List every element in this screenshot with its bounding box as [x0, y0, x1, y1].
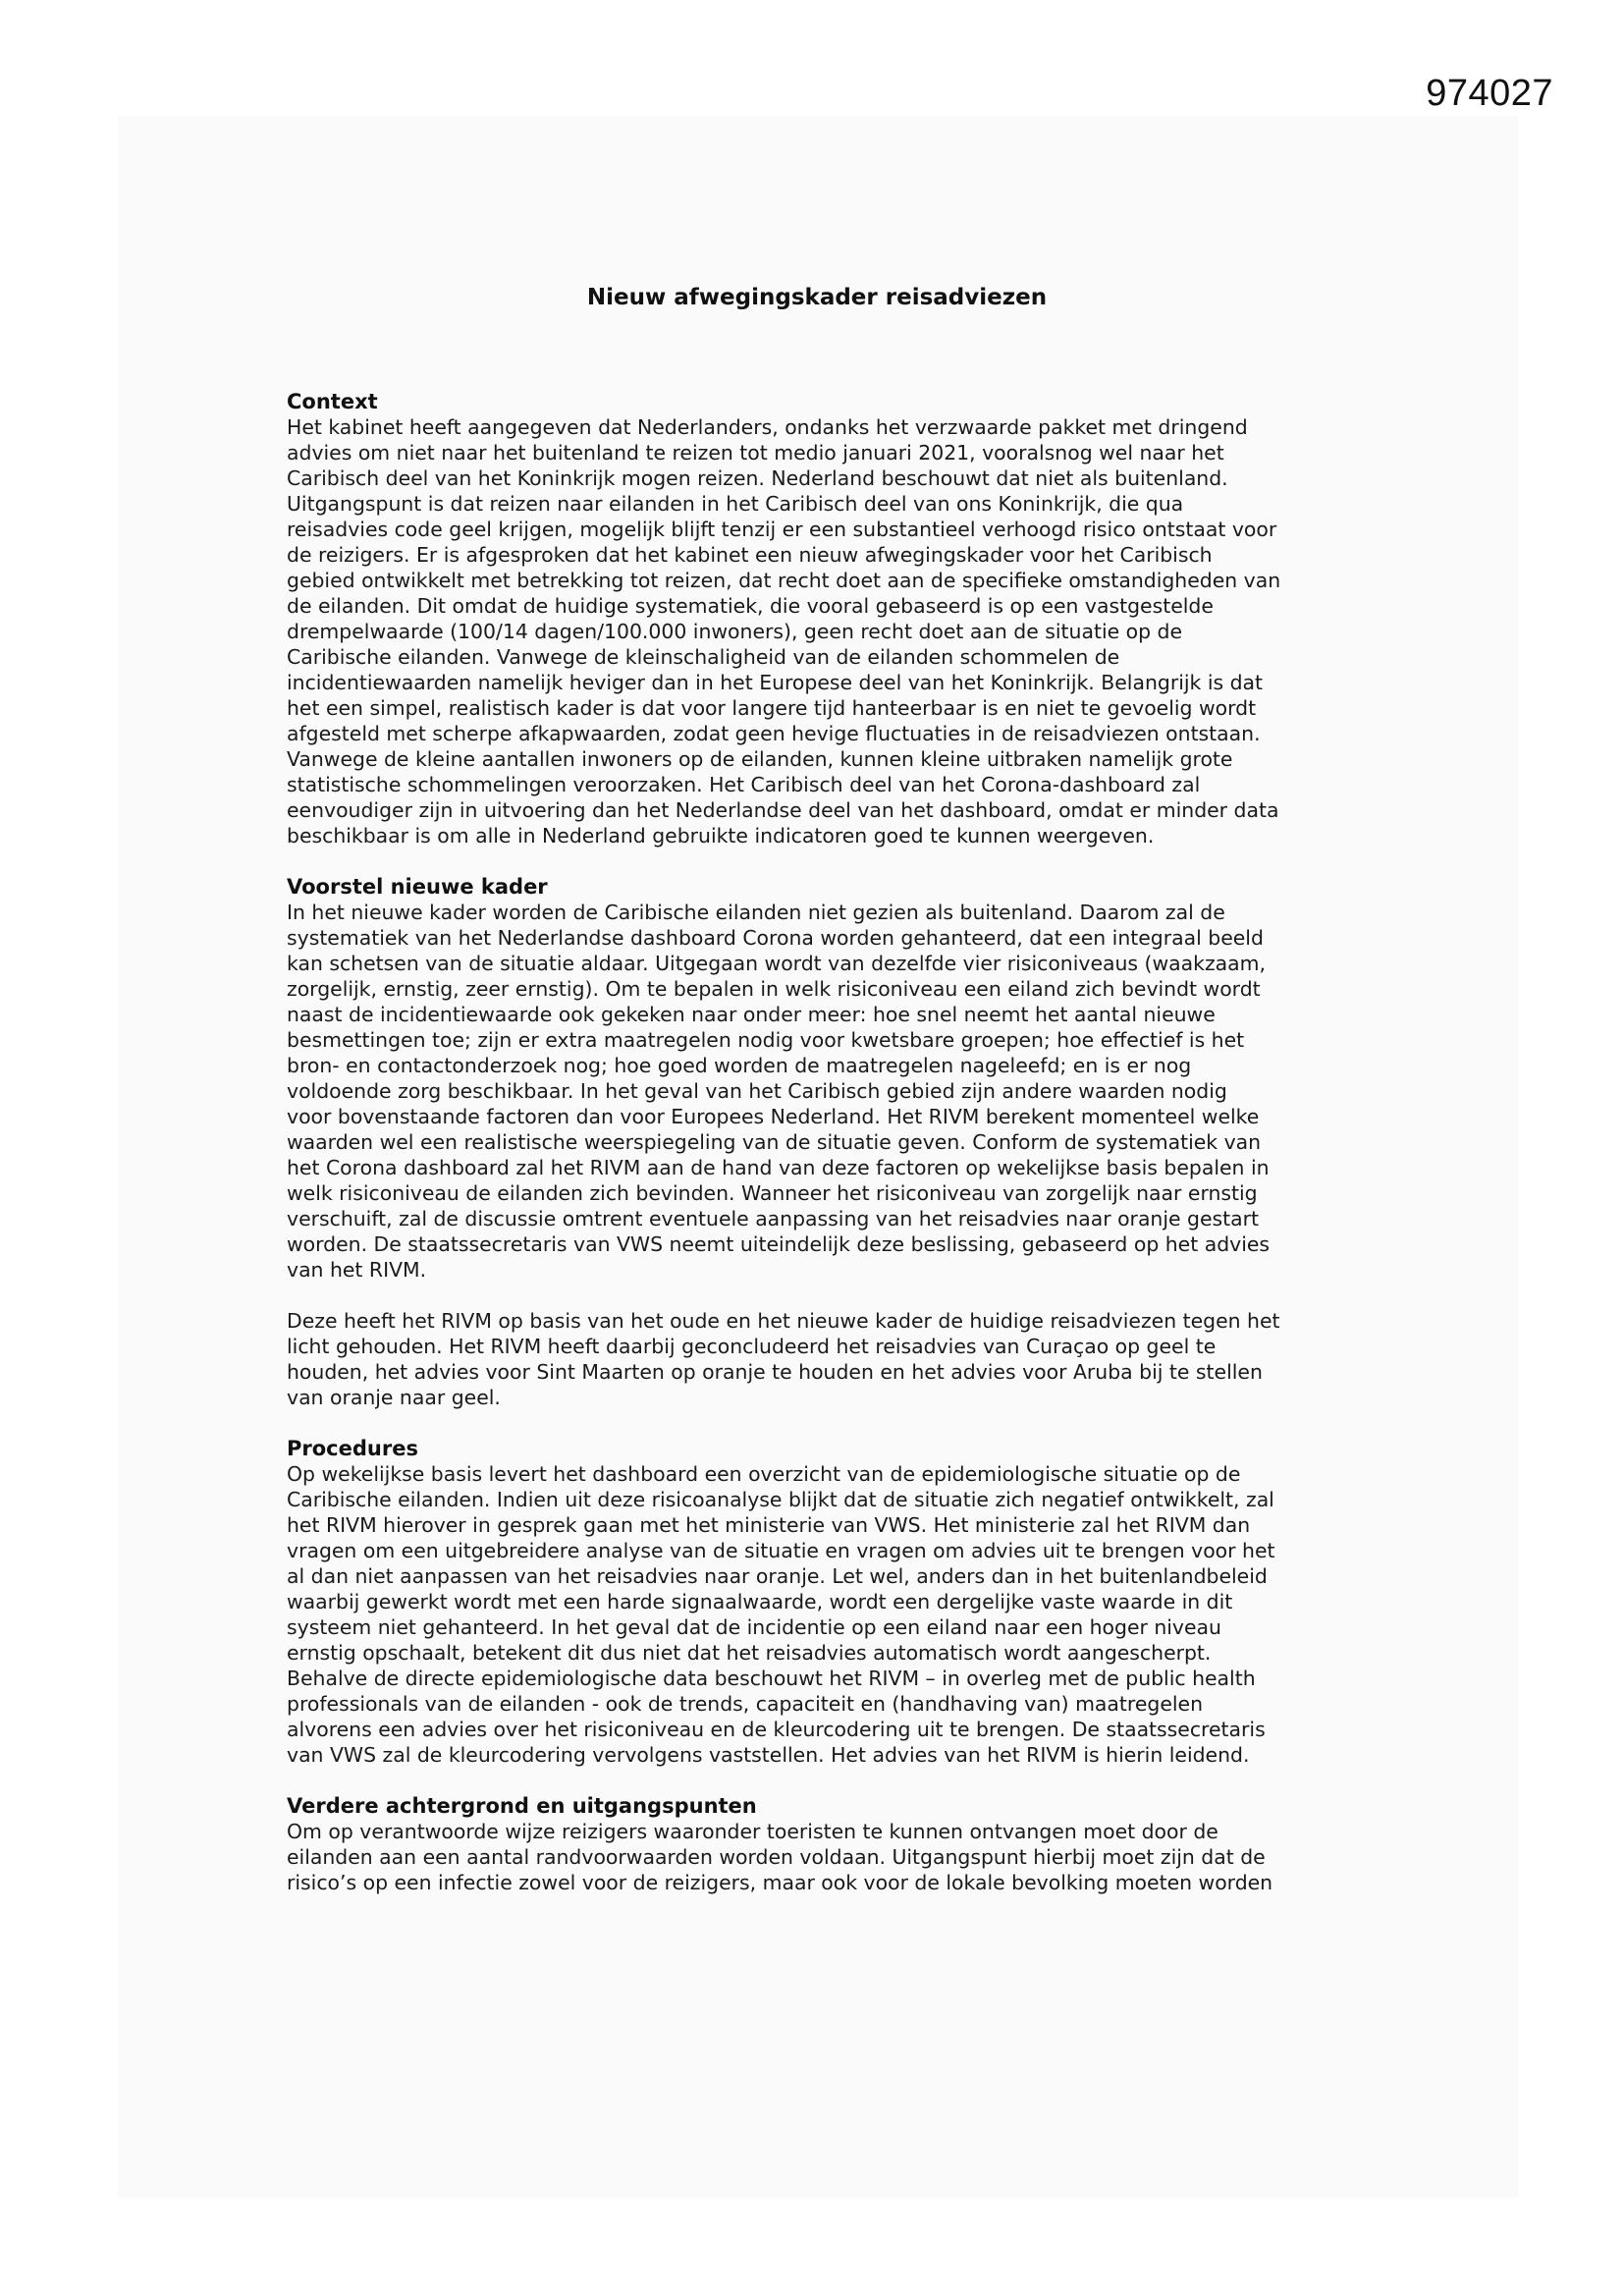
text-line: Vanwege de kleine aantallen inwoners op de eilanden, kunnen kleine uitbraken namelijk grote [287, 747, 1233, 771]
text-line: van het RIVM. [287, 1258, 427, 1282]
text-line: In het nieuwe kader worden de Caribische eilanden niet gezien als buitenland. Daarom zal de [287, 901, 1225, 924]
text-line: eenvoudiger zijn in uitvoering dan het Nederlandse deel van het dashboard, omdat er minder data [287, 798, 1279, 822]
section-heading: Procedures [287, 1437, 418, 1460]
section-context [287, 389, 1347, 848]
text-line: systematiek van het Nederlandse dashboard Corona worden gehanteerd, dat een integraal beeld [287, 926, 1264, 950]
section-heading: Verdere achtergrond en uitgangspunten [287, 1794, 757, 1818]
paragraph [287, 414, 1347, 848]
text-line: drempelwaarde (100/14 dagen/100.000 inwoners), geen recht doet aan de situatie op de [287, 620, 1183, 643]
text-line: Uitgangspunt is dat reizen naar eilanden in het Caribisch deel van ons Koninkrijk, die qua [287, 492, 1184, 516]
text-line: zorgelijk, ernstig, zeer ernstig). Om te bepalen in welk risiconiveau een eiland zich bevindt wordt [287, 977, 1261, 1001]
section-verdere-achtergrond-en-uitgangspunten [287, 1793, 1347, 1895]
text-line: Deze heeft het RIVM op basis van het oude en het nieuwe kader de huidige reisadviezen tegen het [287, 1309, 1280, 1333]
text-line: beschikbaar is om alle in Nederland gebruikte indicatoren goed te kunnen weergeven. [287, 824, 1155, 847]
text-line: de reizigers. Er is afgesproken dat het kabinet een nieuw afwegingskader voor het Caribisch [287, 543, 1213, 567]
text-line: advies om niet naar het buitenland te reizen tot medio januari 2021, vooralsnog wel naar het [287, 441, 1224, 465]
text-line: Caribisch deel van het Koninkrijk mogen reizen. Nederland beschouwt dat niet als buitenland. [287, 466, 1228, 490]
section-voorstel-nieuwe-kader [287, 874, 1347, 1410]
text-line: besmettingen toe; zijn er extra maatregelen nodig voor kwetsbare groepen; hoe effectief is het [287, 1028, 1245, 1052]
text-line: houden, het advies voor Sint Maarten op oranje te houden en het advies voor Aruba bij te stellen [287, 1360, 1263, 1384]
text-line: het Corona dashboard zal het RIVM aan de hand van deze factoren op wekelijkse basis bepalen in [287, 1156, 1270, 1179]
text-line: van oranje naar geel. [287, 1386, 501, 1409]
text-line: het RIVM hierover in gesprek gaan met het ministerie van VWS. Het ministerie zal het RIVM dan [287, 1513, 1251, 1537]
document-page [287, 285, 1347, 1921]
text-line: voldoende zorg beschikbaar. In het geval van het Caribisch gebied zijn andere waarden nodig [287, 1079, 1227, 1103]
section-heading: Voorstel nieuwe kader [287, 875, 548, 899]
text-line: professionals van de eilanden - ook de trends, capaciteit en (handhaving van) maatregelen [287, 1692, 1204, 1716]
text-line: risico’s op een infectie zowel voor de reizigers, maar ook voor de lokale bevolking moeten worden [287, 1871, 1273, 1894]
text-line: waarden wel een realistische weerspiegeling van de situatie geven. Conform de systematiek van [287, 1130, 1262, 1154]
text-line: gebied ontwikkelt met betrekking tot reizen, dat recht doet aan de specifieke omstandigheden van [287, 569, 1281, 592]
text-line: Behalve de directe epidemiologische data beschouwt het RIVM – in overleg met de public health [287, 1667, 1256, 1690]
paragraph [287, 1819, 1347, 1895]
text-line: vragen om een uitgebreidere analyse van de situatie en vragen om advies uit te brengen voor het [287, 1539, 1275, 1562]
text-line: eilanden aan een aantal randvoorwaarden worden voldaan. Uitgangspunt hierbij moet zijn dat de [287, 1845, 1266, 1869]
section-procedures [287, 1436, 1347, 1768]
paragraph [287, 900, 1347, 1283]
text-line: naast de incidentiewaarde ook gekeken naar onder meer: hoe snel neemt het aantal nieuwe [287, 1003, 1216, 1026]
paragraph [287, 1461, 1347, 1768]
text-line: voor bovenstaande factoren dan voor Europees Nederland. Het RIVM berekent momenteel welke [287, 1105, 1260, 1128]
paragraph [287, 1308, 1347, 1410]
text-line: ernstig opschaalt, betekent dit dus niet dat het reisadvies automatisch wordt aangescherpt. [287, 1641, 1212, 1665]
text-line: alvorens een advies over het risiconiveau en de kleurcodering uit te brengen. De staatssecretaris [287, 1718, 1266, 1741]
text-line: al dan niet aanpassen van het reisadvies naar oranje. Let wel, anders dan in het buitenlandbeleid [287, 1564, 1268, 1588]
text-line: het een simpel, realistisch kader is dat voor langere tijd hanteerbaar is en niet te gevoelig wordt [287, 696, 1257, 720]
text-line: kan schetsen van de situatie aldaar. Uitgegaan wordt van dezelfde vier risiconiveaus (waakzaam, [287, 952, 1266, 975]
document-number: 974027 [1426, 73, 1553, 114]
text-line: bron- en contactonderzoek nog; hoe goed worden de maatregelen nageleefd; en is er nog [287, 1054, 1192, 1077]
text-line: systeem niet gehanteerd. In het geval dat de incidentie op een eiland naar een hoger niveau [287, 1615, 1221, 1639]
text-line: Het kabinet heeft aangegeven dat Nederlanders, ondanks het verzwaarde pakket met dringend [287, 415, 1248, 439]
document-body [287, 389, 1347, 1895]
text-line: licht gehouden. Het RIVM heeft daarbij geconcludeerd het reisadvies van Curaçao op geel te [287, 1335, 1217, 1358]
text-line: van VWS zal de kleurcodering vervolgens vaststellen. Het advies van het RIVM is hierin leidend. [287, 1743, 1250, 1767]
text-line: welk risiconiveau de eilanden zich bevinden. Wanneer het risiconiveau van zorgelijk naar ernstig [287, 1181, 1258, 1205]
text-line: waarbij gewerkt wordt met een harde signaalwaarde, wordt een dergelijke vaste waarde in dit [287, 1590, 1233, 1613]
text-line: Op wekelijkse basis levert het dashboard een overzicht van de epidemiologische situatie op de [287, 1462, 1241, 1486]
text-line: reisadvies code geel krijgen, mogelijk blijft tenzij er een substantieel verhoogd risico ontstaat voor [287, 518, 1277, 541]
text-line: Caribische eilanden. Vanwege de kleinschaligheid van de eilanden schommelen de [287, 645, 1120, 669]
text-line: verschuift, zal de discussie omtrent eventuele aanpassing van het reisadvies naar oranje gestart [287, 1207, 1260, 1230]
text-line: de eilanden. Dit omdat de huidige systematiek, die vooral gebaseerd is op een vastgestelde [287, 594, 1214, 618]
text-line: Om op verantwoorde wijze reizigers waaronder toeristen te kunnen ontvangen moet door de [287, 1820, 1218, 1843]
text-line: worden. De staatssecretaris van VWS neemt uiteindelijk deze beslissing, gebaseerd op het advies [287, 1232, 1271, 1256]
section-heading: Context [287, 390, 378, 413]
text-line: statistische schommelingen veroorzaken. Het Caribisch deel van het Corona-dashboard zal [287, 773, 1201, 796]
text-line: afgesteld met scherpe afkapwaarden, zodat geen hevige fluctuaties in de reisadviezen ontstaan. [287, 722, 1261, 745]
text-line: incidentiewaarden namelijk heviger dan in het Europese deel van het Koninkrijk. Belangrijk is dat [287, 671, 1264, 694]
document-title: Nieuw afwegingskader reisadviezen [586, 285, 1048, 310]
text-line: Caribische eilanden. Indien uit deze risicoanalyse blijkt dat de situatie zich negatief ontwikkelt, zal [287, 1488, 1274, 1511]
